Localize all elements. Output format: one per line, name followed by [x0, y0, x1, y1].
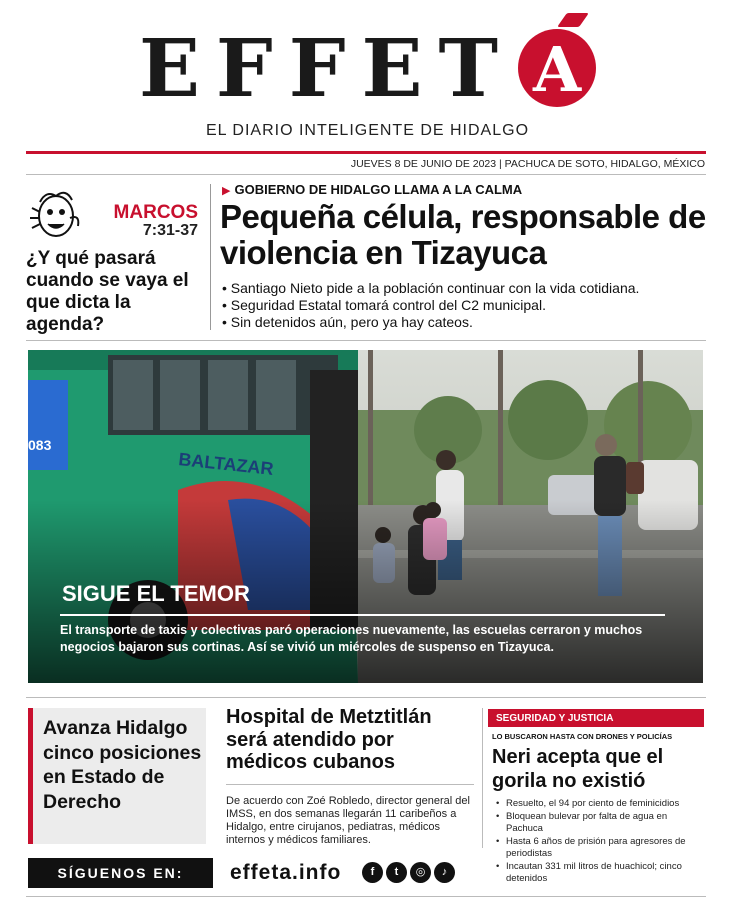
section-label[interactable]: SEGURIDAD Y JUSTICIA — [488, 709, 704, 727]
photo-caption: El transporte de taxis y colectivas paró operaciones nuevamente, las escuelas cerraron y muchos negocios bajaron sus cortinas. Así se vivió un miércoles de suspenso en Tizayuca. — [60, 623, 643, 654]
logo[interactable] — [0, 21, 735, 115]
column-name: MARCOS — [113, 202, 198, 223]
story-hospital-title[interactable]: Hospital de Metztitlán será atendido por médicos cubanos — [226, 706, 432, 773]
brief-item[interactable]: • Hasta 6 años de prisión para agresores de periodistas — [496, 836, 706, 860]
lead-rule — [26, 340, 706, 341]
story-gorila-kicker: LO BUSCARON HASTA CON DRONES Y POLICÍAS — [492, 732, 673, 741]
column-question: ¿Y qué pasará cuando se vaya el que dicta la agenda? — [26, 248, 189, 335]
lead-kicker-text: GOBIERNO DE HIDALGO LLAMA A LA CALMA — [234, 182, 523, 197]
photo-title-rule — [60, 614, 665, 616]
masthead-rule — [26, 151, 706, 154]
security-briefs — [496, 798, 706, 886]
brief-item[interactable]: • Resuelto, el 94 por ciento de feminicidios — [496, 798, 706, 810]
photo-bottom-rule — [26, 697, 706, 698]
story-gorila-title[interactable]: Neri acepta que el gorila no existió — [492, 746, 664, 792]
column-marcos[interactable] — [26, 182, 206, 335]
column-verse: 7:31-37 — [142, 222, 198, 239]
masthead — [0, 0, 735, 150]
lead-kicker — [222, 182, 522, 197]
triangle-icon: ▶ — [222, 185, 231, 197]
footer-rule — [26, 896, 706, 897]
lead-bullets — [222, 280, 712, 331]
tiktok-icon[interactable]: ♪ — [434, 862, 455, 883]
dateline-rule — [26, 174, 706, 175]
story-hospital-text: De acuerdo con Zoé Robledo, director general del IMSS, en dos semanas llegarán 11 caribeños a Hidalgo, entre cirujanos, pediatras, médicos internos y médicos familiares. — [226, 795, 470, 846]
photo-title: SIGUE EL TEMOR — [62, 581, 250, 606]
instagram-icon[interactable]: ◎ — [410, 862, 431, 883]
social-links — [362, 862, 455, 883]
column-divider-right — [482, 708, 483, 848]
lead-headline[interactable]: Pequeña célula, responsable de violencia en Tizayuca — [220, 198, 706, 271]
brief-item[interactable]: • Incautan 331 mil litros de huachicol; cinco detenidos — [496, 861, 706, 885]
facebook-icon[interactable]: f — [362, 862, 383, 883]
dateline: JUEVES 8 DE JUNIO DE 2023 | PACHUCA DE SOTO, HIDALGO, MÉXICO — [350, 158, 705, 170]
lead-photo[interactable] — [28, 350, 703, 683]
lead-bullet: • Santiago Nieto pide a la población continuar con la vida cotidiana. — [222, 280, 712, 297]
story-rule-of-law-title: Avanza Hidalgo cinco posiciones en Estado de Derecho — [43, 717, 202, 813]
logo-accent-letter: A — [518, 29, 596, 107]
bus-number: 083 — [28, 437, 52, 453]
logo-text: EFFET — [138, 21, 515, 115]
column-divider — [210, 184, 211, 330]
tagline: EL DIARIO INTELIGENTE DE HIDALGO — [205, 122, 530, 139]
bus-label: BALTAZAR — [177, 449, 275, 479]
twitter-icon[interactable]: t — [386, 862, 407, 883]
story-rule-of-law[interactable] — [28, 708, 206, 844]
lead-bullet: • Seguridad Estatal tomará control del C2 municipal. — [222, 297, 712, 314]
caricature-icon — [26, 188, 84, 242]
brief-item[interactable]: • Bloquean bulevar por falta de agua en Pachuca — [496, 811, 706, 835]
follow-us-label: SÍGUENOS EN: — [28, 858, 213, 888]
site-link[interactable]: effeta.info — [230, 861, 342, 884]
lead-bullet: • Sin detenidos aún, pero ya hay cateos. — [222, 314, 712, 331]
story-hospital-rule — [226, 784, 474, 785]
